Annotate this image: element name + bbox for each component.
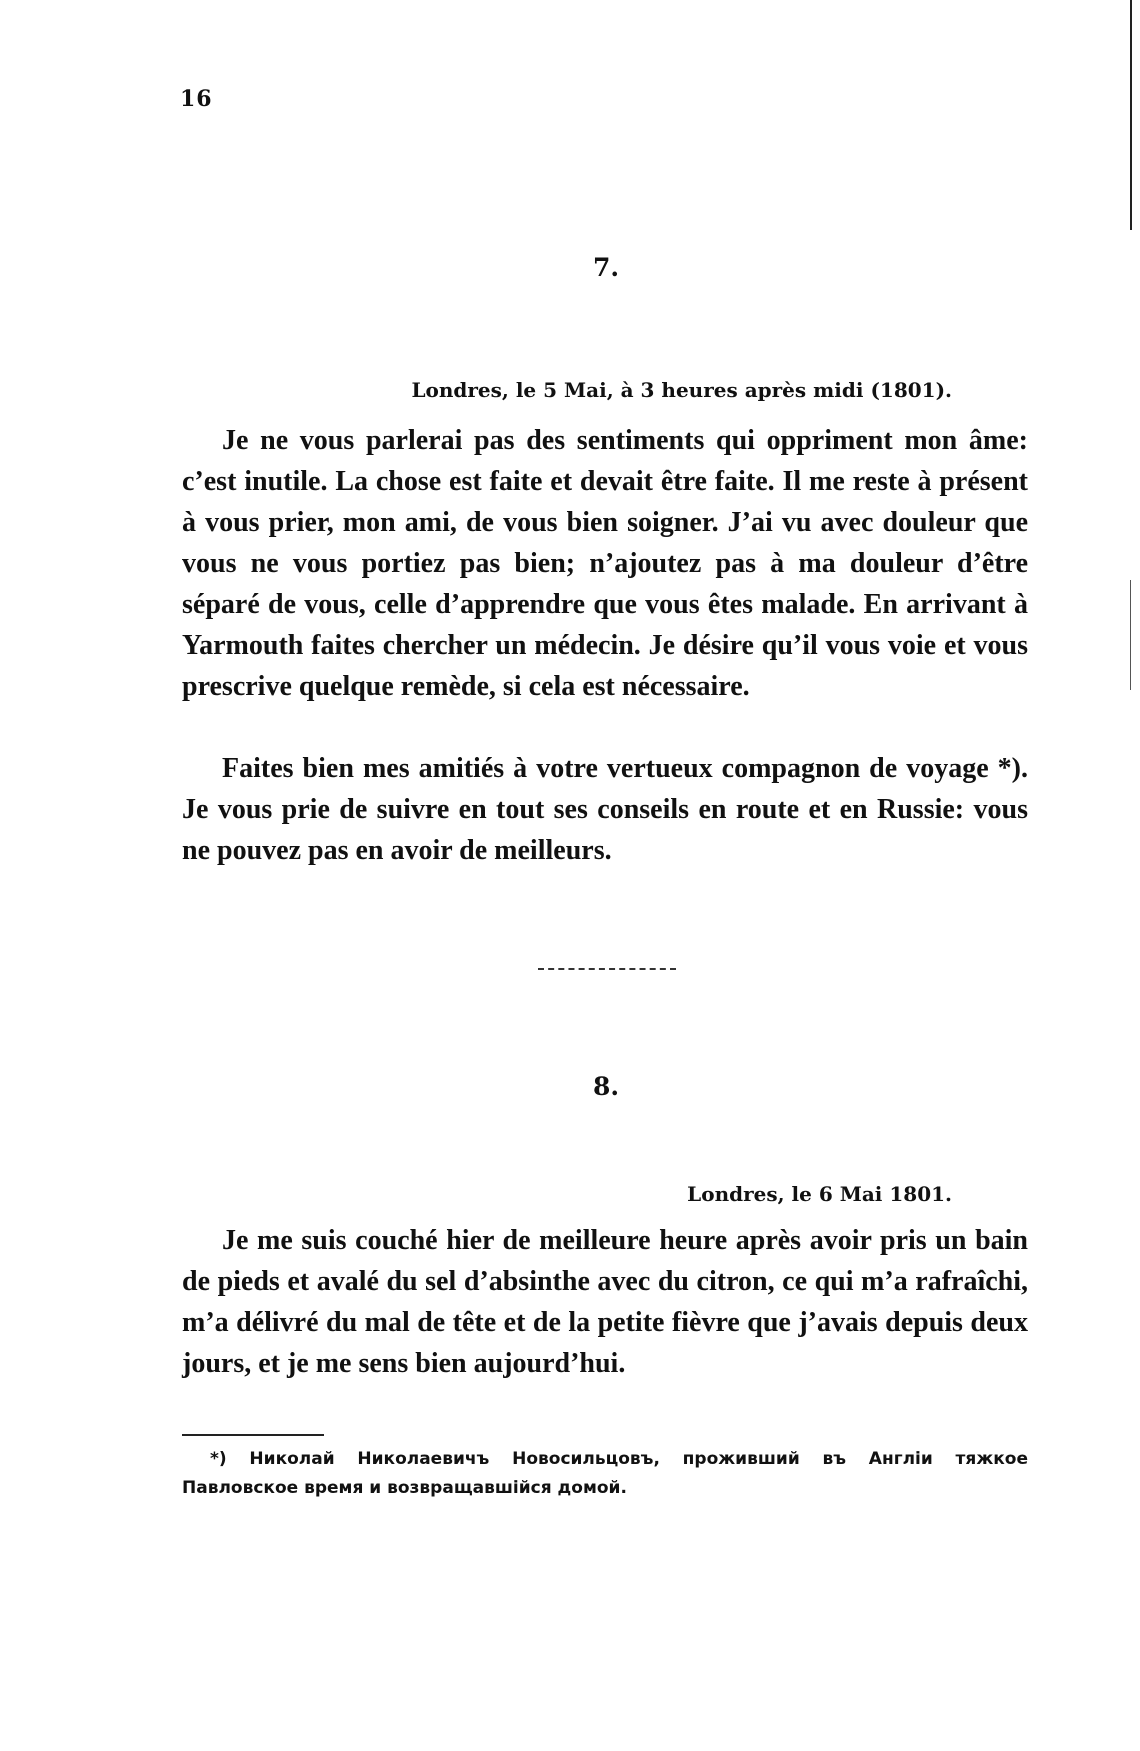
section-separator xyxy=(538,968,676,970)
letter-paragraph: Je ne vous parlerai pas des sentiments qui oppriment mon âme: c’est inutile. La chose est faite et devait être faite. Il me reste à présent à vous prier, mon ami, de vous bien soigner. J’ai vu avec douleur que vous ne vous portiez pas bien; n’ajoutez pas à ma douleur d’être séparé de vous, celle d’apprendre que vous êtes malade. En arrivant à Yarmouth faites chercher un médecin. Je désire qu’il vous voie et vous prescrive quelque remède, si cela est nécessaire. xyxy=(182,425,1028,702)
letter-number: 7. xyxy=(592,253,620,282)
letter-dateline: Londres, le 5 Mai, à 3 heures après midi (1801). xyxy=(411,378,952,402)
page-number: 16 xyxy=(180,86,213,112)
letter-paragraph: Faites bien mes amitiés à votre vertueux compagnon de voyage *). Je vous prie de suivre en tout ses conseils en route et en Russie: vous ne pouvez pas en avoir de meilleurs. xyxy=(182,753,1028,866)
scan-edge-line xyxy=(1130,0,1132,230)
letter-dateline: Londres, le 6 Mai 1801. xyxy=(687,1182,952,1206)
scan-edge-line-lower xyxy=(1130,580,1131,690)
footnote-rule xyxy=(182,1434,324,1436)
letter-number: 8. xyxy=(592,1072,620,1101)
footnote: *) Николай Николаевичъ Новосильцовъ, проживший въ Англіи тяжкое Павловское время и возвращавшійся домой. xyxy=(182,1449,1028,1498)
letter-paragraph: Je me suis couché hier de meilleure heure après avoir pris un bain de pieds et avalé du sel d’absinthe avec du citron, ce qui m’a rafraîchi, m’a délivré du mal de tête et de la petite fièvre que j’avais depuis deux jours, et je me sens bien aujourd’hui. xyxy=(182,1225,1028,1379)
